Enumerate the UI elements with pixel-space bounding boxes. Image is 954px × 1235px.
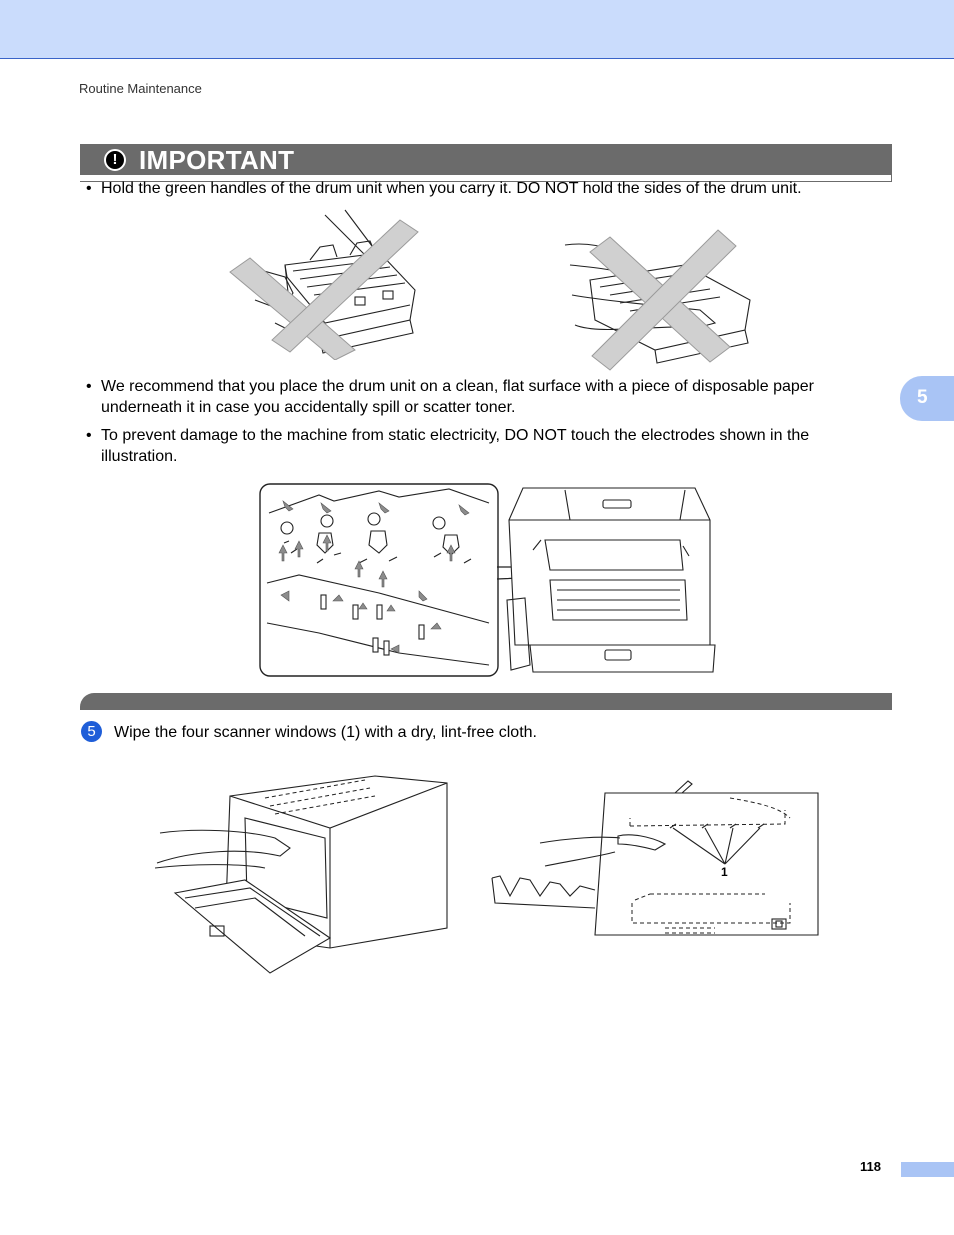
scanner-windows-closeup-illustration [490,778,822,940]
important-title: IMPORTANT [139,145,295,175]
x-mark-icon [570,222,750,372]
printer-front-open-illustration [505,480,717,676]
bullet-text-surface: We recommend that you place the drum unit on a clean, flat surface with a piece of disposable paper underneath it in case you accidentally spill or scatter toner. [101,378,814,416]
chapter-tab-label: 5 [917,387,928,408]
electrodes-closeup-illustration [259,483,501,679]
x-mark-icon [220,210,420,360]
chapter-tab [900,376,954,421]
bullet-marker: • [86,378,92,395]
callout-label-1: 1 [721,865,728,879]
important-end-bar [80,693,892,710]
bullet-marker: • [86,180,92,197]
step-instruction: Wipe the four scanner windows (1) with a dry, lint-free cloth. [114,724,537,741]
running-header: Routine Maintenance [79,81,202,96]
step-number-badge: 5 [81,721,102,742]
page-number-tab [901,1162,954,1177]
page-number: 118 [860,1159,881,1174]
top-header-band [0,0,954,59]
bullet-text-static: To prevent damage to the machine from static electricity, DO NOT touch the electrodes shown in the illustration. [101,427,810,465]
bullet-text-handles: Hold the green handles of the drum unit when you carry it. DO NOT hold the sides of the drum unit. [101,180,802,197]
exclamation-icon: ! [104,149,126,171]
printer-wiping-illustration [155,768,455,980]
bullet-marker: • [86,427,92,444]
